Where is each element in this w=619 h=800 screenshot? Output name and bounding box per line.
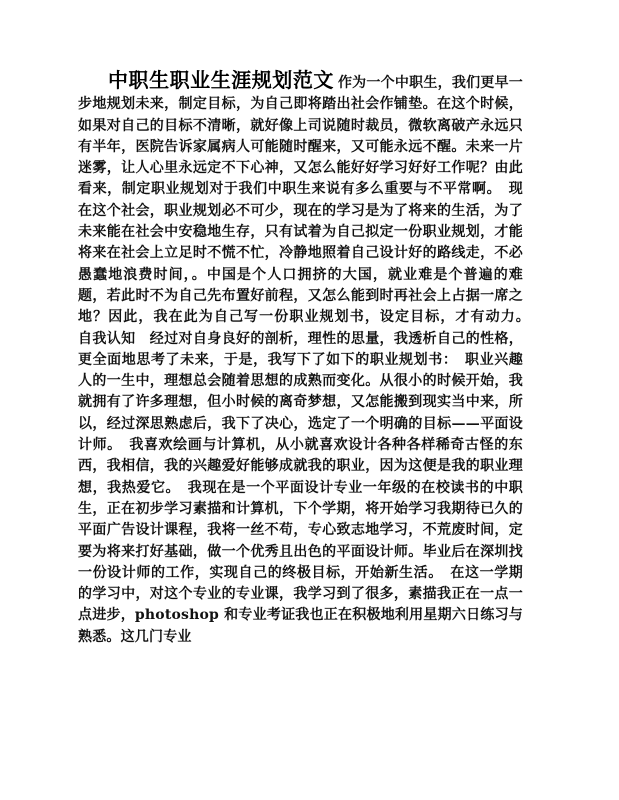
document-title: 中职生职业生涯规划范文 xyxy=(108,68,334,92)
document-body-block xyxy=(78,68,538,648)
document-body-text: 作为一个中职生，我们更早一步地规划未来，制定目标，为自己即将踏出社会作铺垫。在这个时候，如果对自己的目标不清晰，就好像上司说随时裁员，微软离破产永远只有半年，医院告诉家属病人可能随时醒来，又可能永远不醒。未来一片迷雾，让人心里永远定不下心神，又怎么能好好学习好好工作呢？由此看来，制定职业规划对于我们中职生来说有多么重要与不平常啊。 现在这个社会，职业规划必不可少，现在的学习是为了将来的生活，为了未来能在社会中安稳地生存，只有试着为自己拟定一份职业规划，才能将来在社会上立足时不慌不忙，冷静地照着自己设计好的路线走，不必愚蠢地浪费时间，。中国是个人口拥挤的大国，就业难是个普遍的难题，若此时不为自己先布置好前程，又怎么能到时再社会上占据一席之地？因此，我在此为自己写一份职业规划书，设定目标，才有动力。 自我认知 经过对自身良好的剖析，理性的思量，我透析自己的性格，更全面地思考了未来，于是，我写下了如下的职业规划书： 职业兴趣 人的一生中，理想总会随着思想的成熟而变化。从很小的时候开始，我就拥有了许多理想，但小时候的离奇梦想，又怎能搬到现实当中来，所以，经过深思熟虑后，我下了决心，选定了一个明确的目标——平面设计师。 我喜欢绘画与计算机，从小就喜欢设计各种各样稀奇古怪的东西，我相信，我的兴趣爱好能够成就我的职业，因为这便是我的职业理想，我热爱它。 我现在是一个平面设计专业一年级的在校读书的中职生，正在初步学习素描和计算机，下个学期，将开始学习我期待已久的平面广告设计课程，我将一丝不苟，专心致志地学习，不荒废时间，定要为将来打好基础，做一个优秀且出色的平面设计师。毕业后在深圳找一份设计师的工作，实现自己的终极目标，开始新生活。 在这一学期的学习中，对这个专业的专业课，我学习到了很多，素描我正在一点一点进步，photoshop 和专业考证我也正在积极地利用星期六日练习与熟悉。这几门专业 xyxy=(78,75,538,645)
